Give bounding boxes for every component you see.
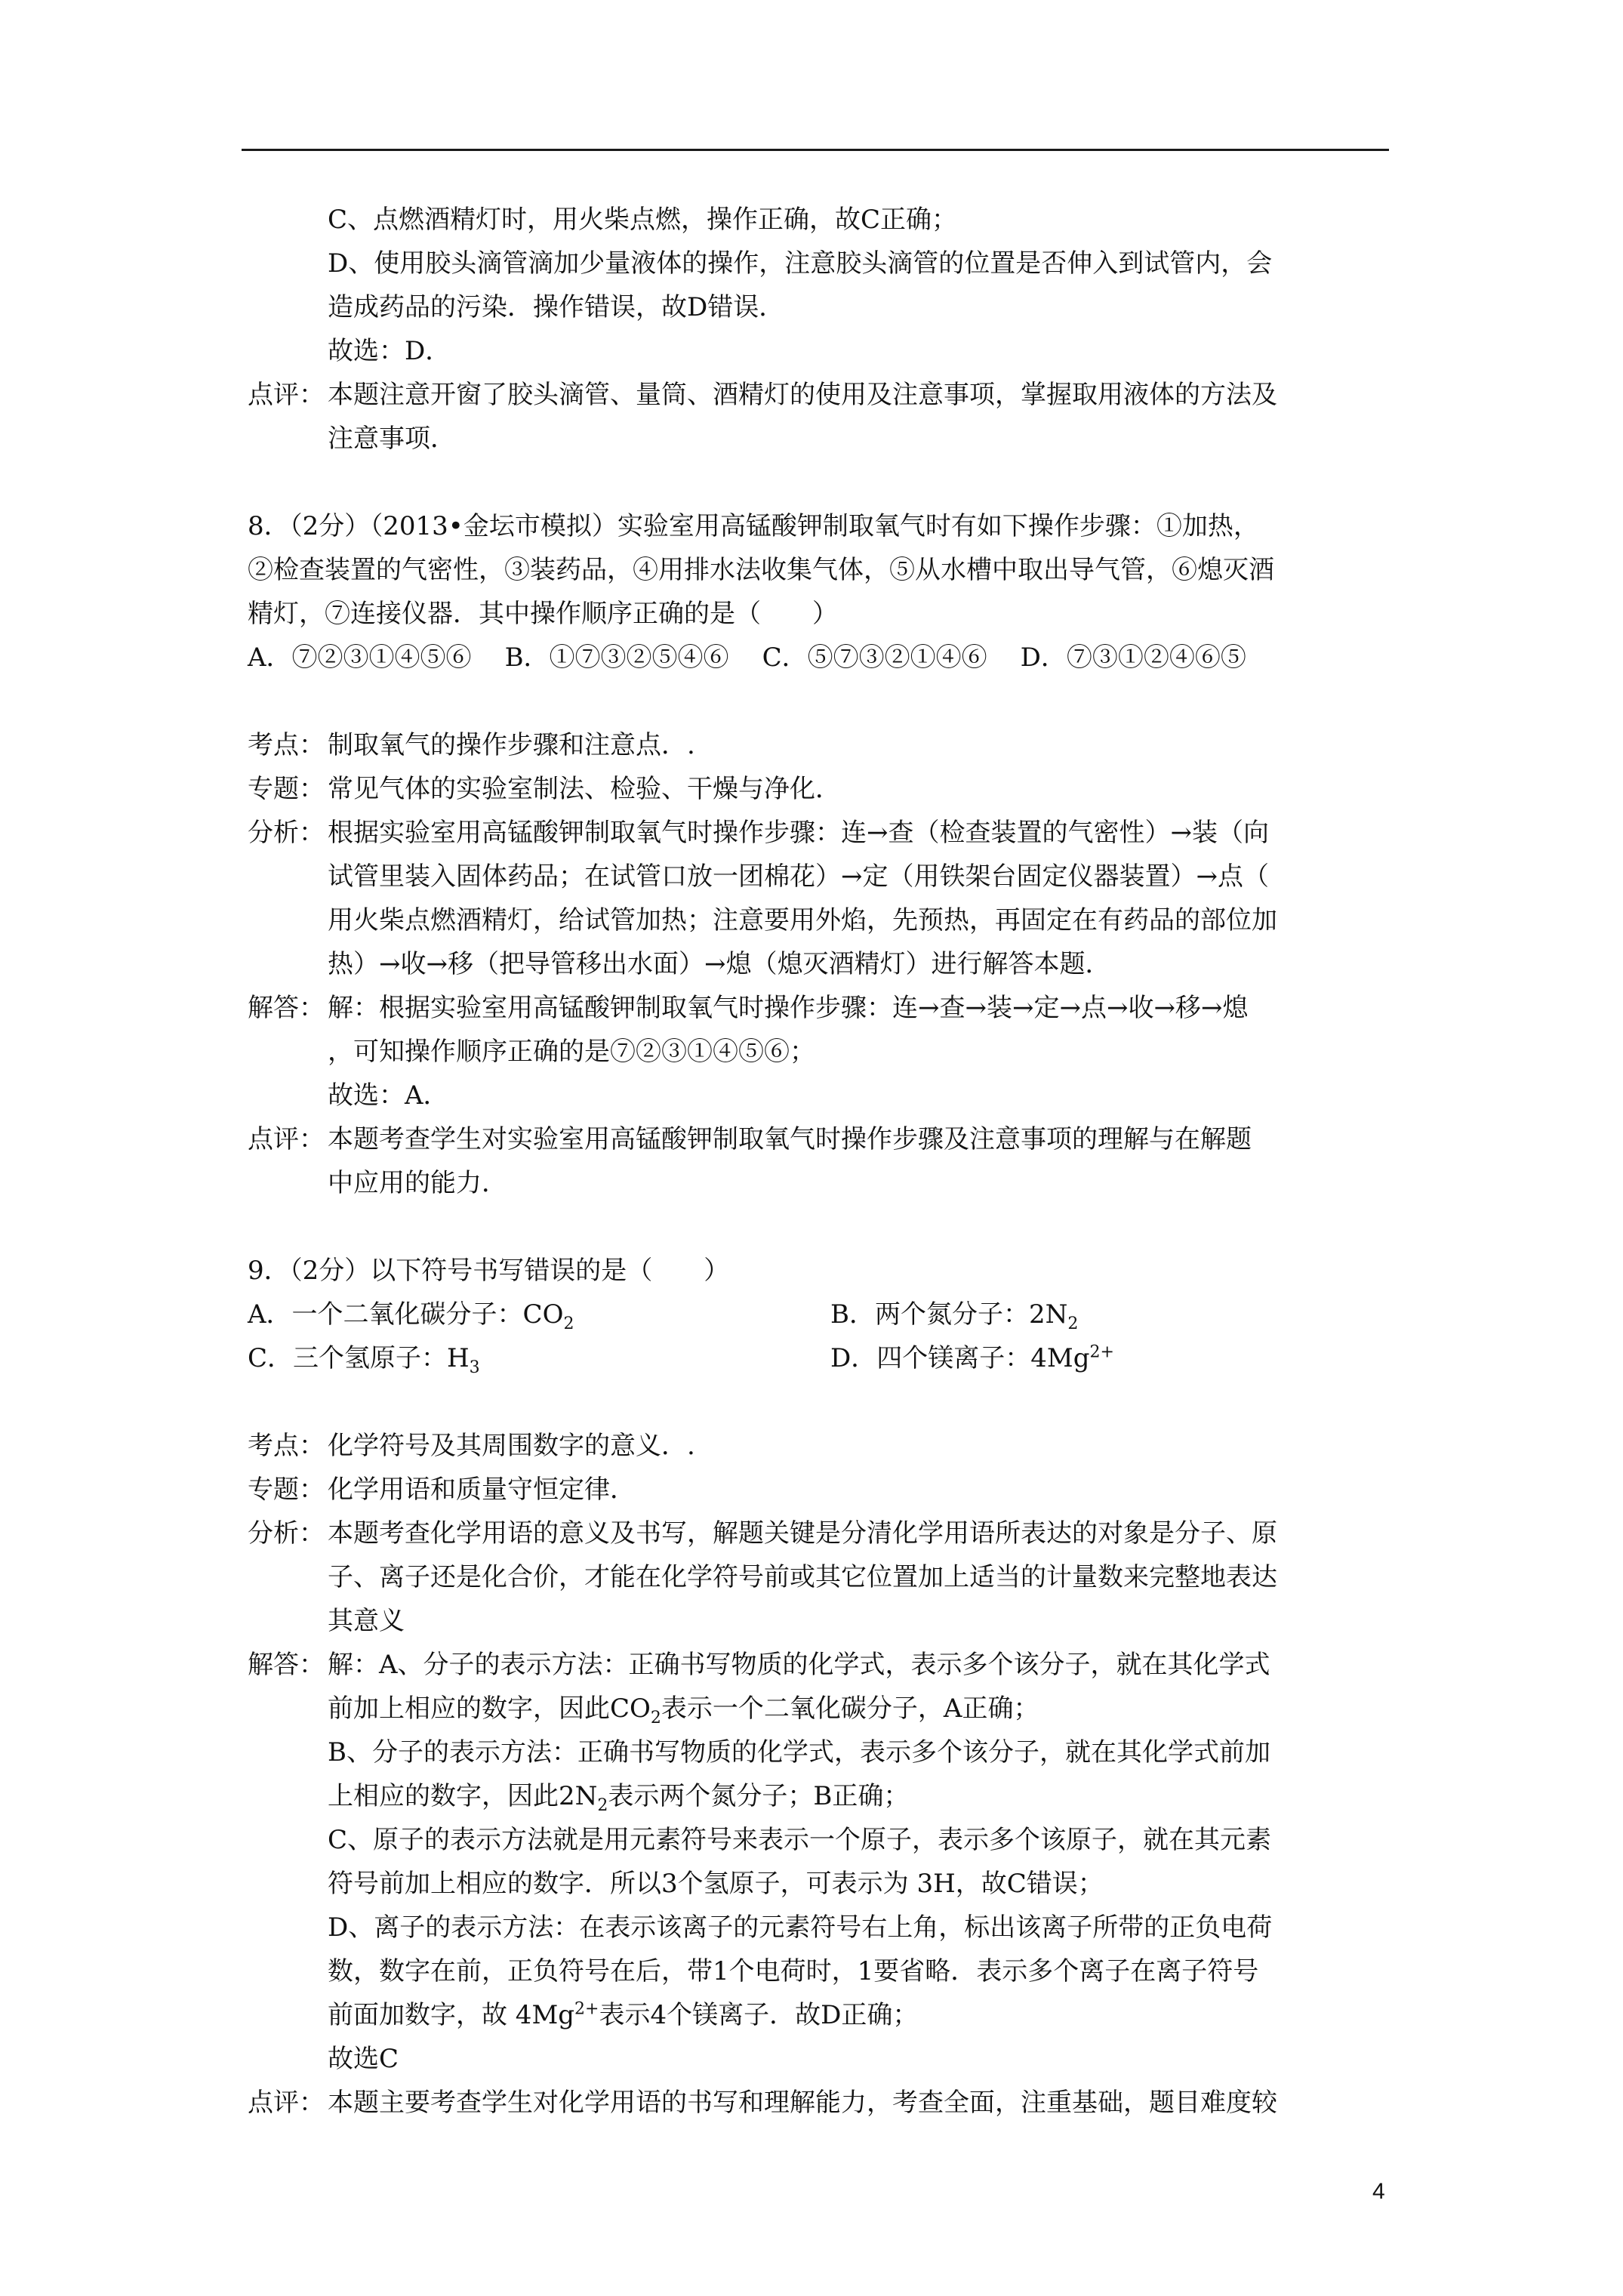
- section-text: 前加上相应的数字，因此$CO_2$表示一个二氧化碳分子，A正确；: [328, 1693, 1039, 1727]
- q8-zhuanti: [248, 767, 1395, 811]
- q7-comment: [248, 373, 1395, 461]
- question-options-row: [248, 1293, 1395, 1336]
- question-stem-line: 9．（2分）以下符号书写错误的是（ ）: [248, 1256, 730, 1286]
- section-text: D、离子的表示方法：在表示该离子的元素符号右上角，标出该离子所带的正负电荷: [328, 1912, 1273, 1943]
- answer-line: C、点燃酒精灯时，用火柴点燃，操作正确，故C正确；: [328, 205, 958, 235]
- section-text: 其意义: [328, 1606, 405, 1636]
- q9-jieda: [248, 1643, 1395, 2081]
- q9-zhuanti: [248, 1468, 1395, 1512]
- question-stem-line: ②检查装置的气密性，③装药品，④用排水法收集气体，⑤从水槽中取出导气管，⑥熄灭酒: [248, 555, 1274, 585]
- header-rule: [242, 149, 1389, 151]
- section-label: 分析：: [248, 818, 325, 848]
- option-d: D．四个镁离子：$4Mg^{2+}$: [830, 1342, 1114, 1373]
- q9-kaodian: [248, 1424, 1395, 1468]
- section-label: 分析：: [248, 1518, 325, 1549]
- section-label: 专题：: [248, 774, 325, 804]
- section-text: 制取氧气的操作步骤和注意点．.: [328, 730, 695, 760]
- section-text: 化学用语和质量守恒定律．: [328, 1475, 636, 1505]
- section-label: 解答：: [248, 993, 325, 1023]
- section-label: 专题：: [248, 1475, 325, 1505]
- option-c: C．三个氢原子：$H_3$: [248, 1343, 480, 1377]
- q8-fenxi: [248, 811, 1395, 986]
- option-a: A．一个二氧化碳分子：$CO_2$: [248, 1299, 574, 1333]
- question-8: [248, 504, 1395, 680]
- section-text: 用火柴点燃酒精灯，给试管加热；注意要用外焰，先预热，再固定在有药品的部位加: [328, 905, 1277, 935]
- option-b: B．两个氮分子：$2N_2$: [830, 1299, 1079, 1333]
- option-b: B．①⑦③②⑤④⑥: [504, 643, 729, 673]
- section-text: 数，数字在前，正负符号在后，带1个电荷时，1要省略．表示多个离子在离子符号: [328, 1956, 1259, 1986]
- question-stem-line: 精灯，⑦连接仪器．其中操作顺序正确的是（ ）: [248, 599, 838, 629]
- comment-line: 本题注意开窗了胶头滴管、量筒、酒精灯的使用及注意事项，掌握取用液体的方法及: [328, 380, 1277, 410]
- section-text: 中应用的能力．: [328, 1168, 507, 1198]
- option-c: C．⑤⑦③②①④⑥: [762, 643, 987, 673]
- section-text: B、分子的表示方法：正确书写物质的化学式，表示多个该分子，就在其化学式前加: [328, 1737, 1270, 1767]
- section-text: 化学符号及其周围数字的意义．.: [328, 1431, 695, 1461]
- document-body: [248, 198, 1395, 2125]
- section-text: 试管里装入固体药品；在试管口放一团棉花）→定（用铁架台固定仪器装置）→点（: [328, 861, 1269, 892]
- question-9: [248, 1249, 1395, 1380]
- section-text: 本题考查学生对实验室用高锰酸钾制取氧气时操作步骤及注意事项的理解与在解题: [328, 1124, 1252, 1154]
- section-label: 点评：: [248, 380, 325, 410]
- section-text: 解：根据实验室用高锰酸钾制取氧气时操作步骤：连→查→装→定→点→收→移→熄: [328, 993, 1249, 1023]
- section-text: 子、离子还是化合价，才能在化学符号前或其它位置加上适当的计量数来完整地表达: [328, 1562, 1277, 1592]
- section-text: 上相应的数字，因此$2N_2$表示两个氮分子；B正确；: [328, 1781, 910, 1815]
- question-stem-line: 8．（2分）（2013•金坛市模拟）实验室用高锰酸钾制取氧气时有如下操作步骤：①加热，: [248, 511, 1259, 541]
- question-options-row: [248, 1336, 1395, 1380]
- section-text: ，可知操作顺序正确的是⑦②③①④⑤⑥；: [328, 1037, 815, 1067]
- q9-dianping: [248, 2081, 1395, 2125]
- section-text: 根据实验室用高锰酸钾制取氧气时操作步骤：连→查（检查装置的气密性）→装（向: [328, 818, 1269, 848]
- section-label: 考点：: [248, 1431, 325, 1461]
- comment-line: 注意事项．: [328, 424, 456, 454]
- section-text: 解：A、分子的表示方法：正确书写物质的化学式，表示多个该分子，就在其化学式: [328, 1650, 1270, 1680]
- section-label: 点评：: [248, 1124, 325, 1154]
- section-text: 故选C: [328, 2044, 399, 2074]
- section-label: 解答：: [248, 1650, 325, 1680]
- section-text: 符号前加上相应的数字．所以3个氢原子，可表示为 3H，故C错误；: [328, 1869, 1104, 1899]
- section-text: 故选：A．: [328, 1080, 449, 1111]
- answer-line: 造成药品的污染．操作错误，故D错误．: [328, 292, 785, 322]
- section-text: 前面加数字，故 $4Mg^{2+}$表示4个镁离子．故D正确；: [328, 1999, 919, 2030]
- section-text: C、原子的表示方法就是用元素符号来表示一个原子，表示多个该原子，就在其元素: [328, 1825, 1272, 1855]
- q8-kaodian: [248, 723, 1395, 767]
- question-options: [248, 636, 1395, 680]
- page-number: 4: [1372, 2179, 1385, 2204]
- section-label: 考点：: [248, 730, 325, 760]
- answer-line: 故选：D．: [328, 336, 451, 366]
- option-a: A．⑦②③①④⑤⑥: [248, 643, 472, 673]
- q9-fenxi: [248, 1512, 1395, 1643]
- q8-dianping: [248, 1117, 1395, 1205]
- section-text: 热）→收→移（把导管移出水面）→熄（熄灭酒精灯）进行解答本题．: [328, 949, 1111, 979]
- section-label: 点评：: [248, 2088, 325, 2118]
- q8-jieda: [248, 986, 1395, 1117]
- option-d: D．⑦③①②④⑥⑤: [1020, 643, 1246, 673]
- section-text: 常见气体的实验室制法、检验、干燥与净化．: [328, 774, 841, 804]
- section-text: 本题主要考查学生对化学用语的书写和理解能力，考查全面，注重基础，题目难度较: [328, 2088, 1277, 2118]
- section-text: 本题考查化学用语的意义及书写，解题关键是分清化学用语所表达的对象是分子、原: [328, 1518, 1277, 1549]
- answer-line: D、使用胶头滴管滴加少量液体的操作，注意胶头滴管的位置是否伸入到试管内，会: [328, 248, 1273, 279]
